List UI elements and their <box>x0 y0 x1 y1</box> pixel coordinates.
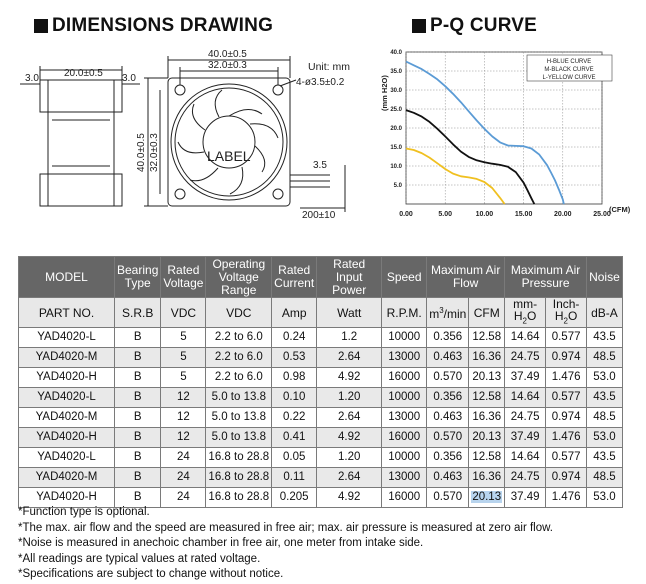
y-tick-label: 35.0 <box>390 69 402 75</box>
table-row <box>19 408 623 428</box>
col-op-voltage: Operating Voltage Range <box>206 257 272 298</box>
unit-m3min-base: m <box>429 307 440 322</box>
cell-model: YAD4020-H <box>19 428 115 448</box>
cell-model: YAD4020-H <box>19 488 115 508</box>
cell-voltage: 12 <box>161 388 206 408</box>
label-text: LABEL <box>207 148 251 164</box>
footnote: *Function type is optional. <box>18 506 150 518</box>
mount-hole-tl <box>175 85 185 95</box>
title-square-icon <box>412 19 426 33</box>
dim-lead-length: 200±10 <box>302 210 336 221</box>
legend-item-l: L-YELLOW CURVE <box>542 75 596 81</box>
pq-curve-l-yellow <box>406 149 505 205</box>
mount-hole-bl <box>175 189 185 199</box>
cell-voltage: 12 <box>161 428 206 448</box>
cell-mmh2o: 24.75 <box>505 348 546 368</box>
footnote: *All readings are typical values at rated voltage. <box>18 552 261 565</box>
cell-m3min: 0.570 <box>427 368 469 388</box>
cell-voltage: 5 <box>161 368 206 388</box>
y-tick-label: 25.0 <box>390 107 402 113</box>
unit-label: Unit: mm <box>308 61 350 73</box>
pq-curve-title-text: P-Q CURVE <box>430 15 538 36</box>
dim-holes: 4-ø3.5±0.2 <box>296 77 345 88</box>
cell-noise: 53.0 <box>587 368 623 388</box>
table-row <box>19 388 623 408</box>
cell-m3min: 0.356 <box>427 448 469 468</box>
cell-current: 0.41 <box>272 428 317 448</box>
cell-current: 0.24 <box>272 328 317 348</box>
pq-chart <box>360 40 646 230</box>
unit-mmh2o-a: mm- <box>513 297 538 311</box>
chart-xlabel: (CFM) <box>609 205 631 214</box>
dim-side-width: 20.0±0.5 <box>64 68 103 79</box>
cell-m3min: 0.463 <box>427 348 469 368</box>
mount-hole-br <box>273 189 283 199</box>
cell-bearing: B <box>115 428 161 448</box>
cell-mmh2o: 24.75 <box>505 468 546 488</box>
cell-power: 1.20 <box>317 448 382 468</box>
cell-range: 2.2 to 6.0 <box>206 328 272 348</box>
cell-cfm: 16.36 <box>469 468 505 488</box>
cell-range: 16.8 to 28.8 <box>206 448 272 468</box>
cell-current: 0.205 <box>272 488 317 508</box>
cell-speed: 10000 <box>382 328 427 348</box>
cell-current: 0.22 <box>272 408 317 428</box>
col-bearing: Bearing Type <box>115 257 161 298</box>
unit-rpm: R.P.M. <box>382 298 427 328</box>
cell-m3min: 0.570 <box>427 488 469 508</box>
y-tick-label: 15.0 <box>390 145 402 151</box>
unit-vdc-range: VDC <box>206 298 272 328</box>
unit-part-no: PART NO. <box>19 298 115 328</box>
legend-item-h: H-BLUE CURVE <box>546 59 592 65</box>
cell-power: 4.92 <box>317 428 382 448</box>
cell-voltage: 5 <box>161 348 206 368</box>
dim-hole-spacing: 32.0±0.3 <box>208 60 247 71</box>
footnotes <box>18 505 553 583</box>
footnote: *The max. air flow and the speed are measured in free air; max. air pressure is measured at zero air flow. <box>18 521 553 534</box>
cell-power: 2.64 <box>317 468 382 488</box>
cell-bearing: B <box>115 348 161 368</box>
cell-voltage: 24 <box>161 448 206 468</box>
dim-side-offset-right: 3.0 <box>122 73 136 84</box>
cell-model: YAD4020-L <box>19 448 115 468</box>
cell-noise: 43.5 <box>587 328 623 348</box>
dim-lead-offset: 3.5 <box>313 160 327 171</box>
cell-speed: 16000 <box>382 488 427 508</box>
x-tick-label: 0.00 <box>399 211 413 218</box>
cell-bearing: B <box>115 448 161 468</box>
chart-curves <box>406 62 564 205</box>
unit-m3min-tail: /min <box>443 307 467 322</box>
unit-inch-a: Inch- <box>552 297 580 311</box>
cell-speed: 13000 <box>382 408 427 428</box>
cell-mmh2o: 14.64 <box>505 328 546 348</box>
cell-range: 2.2 to 6.0 <box>206 368 272 388</box>
spec-table <box>18 256 623 508</box>
cell-m3min: 0.570 <box>427 428 469 448</box>
x-tick-label: 15.00 <box>514 211 533 218</box>
cell-m3min: 0.463 <box>427 468 469 488</box>
cell-cfm: 16.36 <box>469 408 505 428</box>
x-tick-label: 5.00 <box>438 211 453 218</box>
cell-speed: 13000 <box>382 468 427 488</box>
col-model: MODEL <box>19 257 115 298</box>
table-row <box>19 468 623 488</box>
cell-inch: 1.476 <box>546 368 587 388</box>
legend-item-m: M-BLACK CURVE <box>544 67 594 73</box>
table-row <box>19 368 623 388</box>
cell-bearing: B <box>115 468 161 488</box>
mount-hole-tr <box>273 85 283 95</box>
cell-noise: 48.5 <box>587 348 623 368</box>
x-tick-label: 20.00 <box>554 211 572 218</box>
y-tick-label: 30.0 <box>390 88 402 94</box>
cell-noise: 48.5 <box>587 408 623 428</box>
cell-range: 5.0 to 13.8 <box>206 388 272 408</box>
cell-current: 0.10 <box>272 388 317 408</box>
cell-power: 1.2 <box>317 328 382 348</box>
fan-opening <box>171 84 287 200</box>
col-rated-input: Rated Input Power <box>317 257 382 298</box>
unit-amp: Amp <box>272 298 317 328</box>
cell-voltage: 24 <box>161 468 206 488</box>
cell-cfm: 12.58 <box>469 448 505 468</box>
col-max-pressure: Maximum Air Pressure <box>505 257 587 298</box>
col-rated-current: Rated Current <box>272 257 317 298</box>
cell-cfm-selected-text: 20.13 <box>472 491 502 504</box>
unit-m3min <box>427 298 469 328</box>
dim-front-height: 40.0±0.5 <box>136 133 147 172</box>
cell-speed: 16000 <box>382 368 427 388</box>
cell-mmh2o: 24.75 <box>505 408 546 428</box>
side-flange-top-right <box>114 80 122 112</box>
cell-model: YAD4020-H <box>19 368 115 388</box>
pq-curve-m-black <box>406 110 534 204</box>
y-tick-label: 40.0 <box>390 50 402 56</box>
unit-inch-c: O <box>567 309 578 323</box>
cell-power: 1.20 <box>317 388 382 408</box>
cell-inch: 1.476 <box>546 488 587 508</box>
unit-mmh2o-sub: 2 <box>522 316 527 326</box>
cell-mmh2o: 37.49 <box>505 428 546 448</box>
dimensions-title <box>34 15 273 37</box>
cell-cfm: 12.58 <box>469 328 505 348</box>
table-row <box>19 328 623 348</box>
cell-m3min: 0.356 <box>427 388 469 408</box>
cell-range: 2.2 to 6.0 <box>206 348 272 368</box>
cell-range: 16.8 to 28.8 <box>206 468 272 488</box>
cell-mmh2o: 37.49 <box>505 368 546 388</box>
cell-cfm: 20.13 <box>469 368 505 388</box>
cell-bearing: B <box>115 328 161 348</box>
cell-bearing: B <box>115 488 161 508</box>
col-noise: Noise <box>587 257 623 298</box>
cell-speed: 16000 <box>382 428 427 448</box>
unit-vdc: VDC <box>161 298 206 328</box>
side-view-body <box>48 80 114 206</box>
side-flange-bottom-right <box>114 174 122 206</box>
unit-mmh2o-c: O <box>526 309 537 323</box>
dimensions-title-text: DIMENSIONS DRAWING <box>52 15 274 36</box>
y-tick-label: 5.0 <box>393 183 402 189</box>
cell-inch: 0.577 <box>546 328 587 348</box>
cell-cfm: 20.13 <box>469 428 505 448</box>
cell-inch: 0.577 <box>546 388 587 408</box>
cell-power: 4.92 <box>317 488 382 508</box>
cell-speed: 13000 <box>382 348 427 368</box>
cell-m3min: 0.356 <box>427 328 469 348</box>
cell-model: YAD4020-L <box>19 328 115 348</box>
table-row <box>19 348 623 368</box>
unit-mmh2o-b: H <box>513 309 523 323</box>
cell-bearing: B <box>115 388 161 408</box>
cell-noise: 53.0 <box>587 488 623 508</box>
cell-bearing: B <box>115 368 161 388</box>
cell-noise: 43.5 <box>587 388 623 408</box>
cell-inch: 0.974 <box>546 408 587 428</box>
footnote: *Noise is measured in anechoic chamber in free air, one meter from intake side. <box>18 537 424 550</box>
cell-cfm: 16.36 <box>469 348 505 368</box>
col-speed: Speed <box>382 257 427 298</box>
cell-power: 2.64 <box>317 408 382 428</box>
cell-current: 0.98 <box>272 368 317 388</box>
y-tick-label: 10.0 <box>390 164 402 170</box>
unit-srb: S.R.B <box>115 298 161 328</box>
side-flange-bottom-left <box>40 174 48 206</box>
unit-inch-b: H <box>554 309 564 323</box>
unit-cfm: CFM <box>469 298 505 328</box>
cell-inch: 1.476 <box>546 428 587 448</box>
front-view-frame <box>168 78 290 206</box>
cell-range: 16.8 to 28.8 <box>206 488 272 508</box>
col-rated-voltage: Rated Voltage <box>161 257 206 298</box>
cell-model: YAD4020-M <box>19 468 115 488</box>
cell-speed: 10000 <box>382 388 427 408</box>
unit-mmh2o <box>505 298 546 328</box>
title-square-icon <box>34 19 48 33</box>
dim-front-width: 40.0±0.5 <box>208 49 247 60</box>
cell-current: 0.11 <box>272 468 317 488</box>
cell-inch: 0.577 <box>546 448 587 468</box>
cell-m3min: 0.463 <box>427 408 469 428</box>
cell-cfm: 12.58 <box>469 388 505 408</box>
cell-inch: 0.974 <box>546 348 587 368</box>
cell-range: 5.0 to 13.8 <box>206 408 272 428</box>
unit-inch-sub: 2 <box>563 316 568 326</box>
table-row <box>19 448 623 468</box>
x-tick-label: 10.00 <box>475 211 494 218</box>
cell-current: 0.53 <box>272 348 317 368</box>
cell-model: YAD4020-M <box>19 408 115 428</box>
y-tick-label: 20.0 <box>390 126 402 132</box>
cell-inch: 0.974 <box>546 468 587 488</box>
cell-bearing: B <box>115 408 161 428</box>
dimensions-drawing <box>0 40 360 230</box>
footnote: *Specifications are subject to change without notice. <box>18 568 284 581</box>
cell-speed: 10000 <box>382 448 427 468</box>
dim-side-offset-left: 3.0 <box>25 73 39 84</box>
table-row <box>19 428 623 448</box>
col-max-airflow: Maximum Air Flow <box>427 257 505 298</box>
cell-noise: 43.5 <box>587 448 623 468</box>
cell-mmh2o: 14.64 <box>505 388 546 408</box>
cell-mmh2o: 37.49 <box>505 488 546 508</box>
chart-ylabel: (mm H2O) <box>380 75 389 111</box>
cell-noise: 48.5 <box>587 468 623 488</box>
x-tick-label: 25.00 <box>593 211 611 218</box>
cell-voltage: 24 <box>161 488 206 508</box>
unit-watt: Watt <box>317 298 382 328</box>
cell-range: 5.0 to 13.8 <box>206 428 272 448</box>
unit-m3min-sup: 3 <box>439 306 444 316</box>
cell-current: 0.05 <box>272 448 317 468</box>
cell-voltage: 5 <box>161 328 206 348</box>
pq-curve-title <box>412 15 537 37</box>
cell-model: YAD4020-M <box>19 348 115 368</box>
cell-voltage: 12 <box>161 408 206 428</box>
cell-mmh2o: 14.64 <box>505 448 546 468</box>
dim-hole-spacing-v: 32.0±0.3 <box>149 133 160 172</box>
cell-model: YAD4020-L <box>19 388 115 408</box>
unit-dba: dB-A <box>587 298 623 328</box>
unit-inch-h2o <box>546 298 587 328</box>
side-flange-top-left <box>40 80 48 112</box>
cell-power: 4.92 <box>317 368 382 388</box>
cell-power: 2.64 <box>317 348 382 368</box>
cell-noise: 53.0 <box>587 428 623 448</box>
